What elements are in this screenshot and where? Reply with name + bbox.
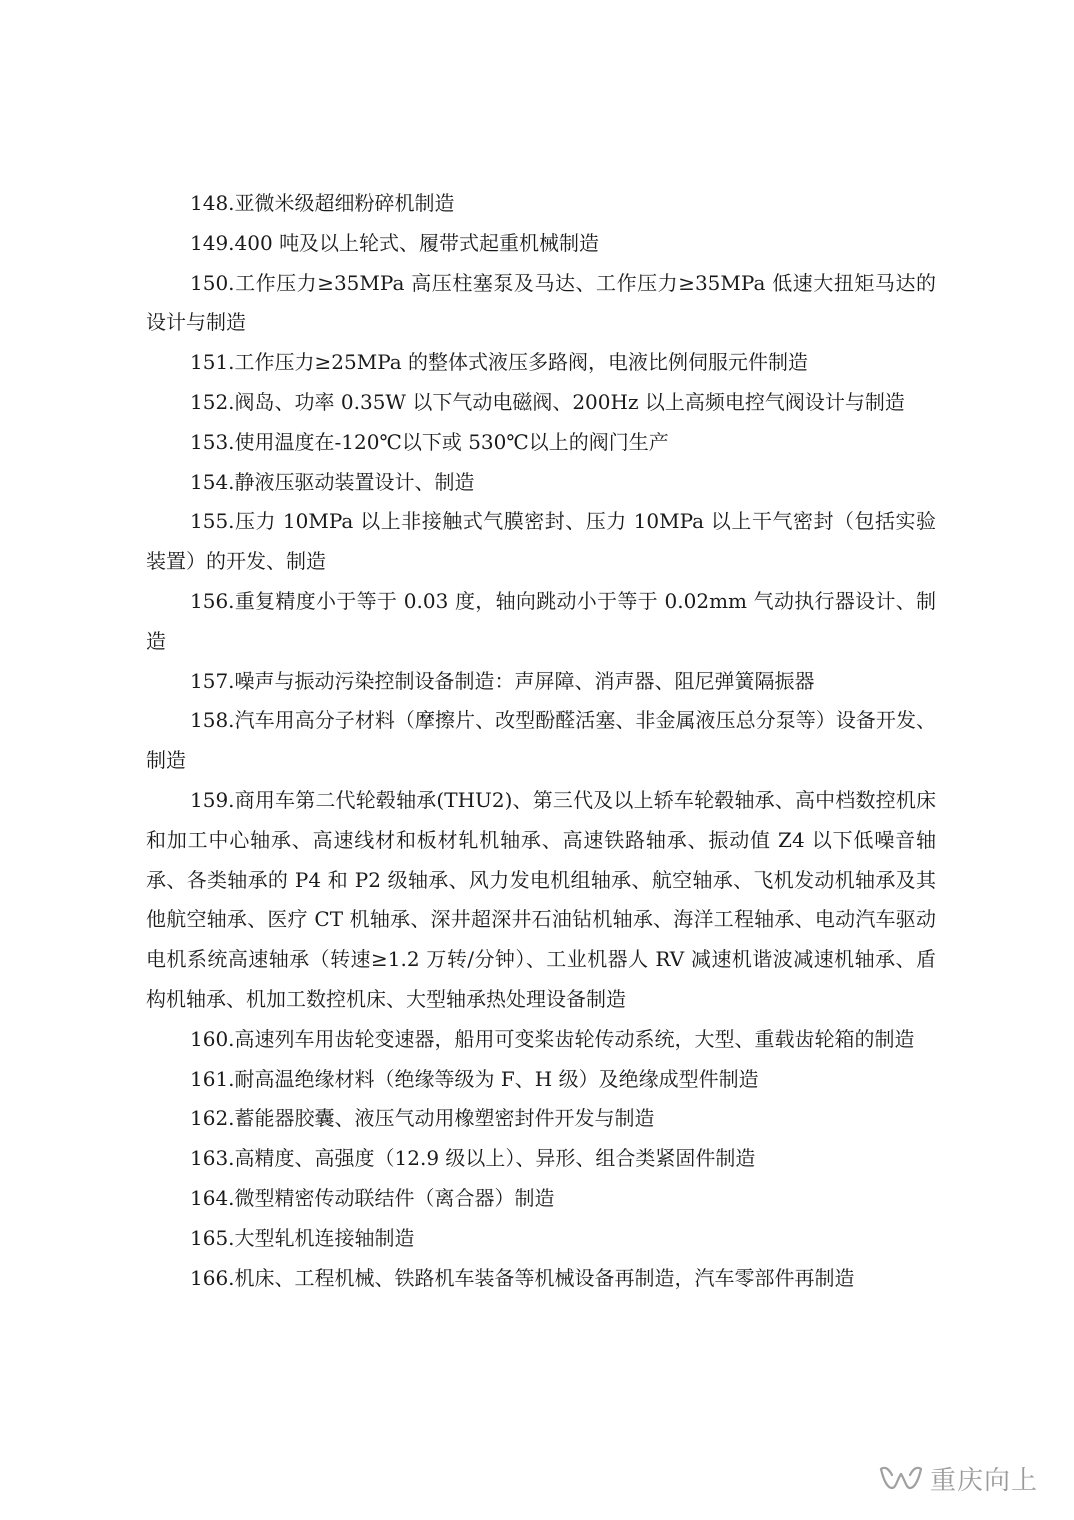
list-item: 164.微型精密传动联结件（离合器）制造: [190, 1185, 555, 1210]
document-body: [146, 184, 936, 1298]
list-item: 162.蓄能器胶囊、液压气动用橡塑密封件开发与制造: [190, 1106, 655, 1131]
list-item: 148.亚微米级超细粉碎机制造: [190, 191, 455, 215]
watermark: [878, 1458, 1048, 1498]
list-item: 158.汽车用高分子材料（摩擦片、改型酚醛活塞、非金属液压总分泵等）设备开发、制造: [146, 708, 936, 773]
list-item: 155.压力 10MPa 以上非接触式气膜密封、压力 10MPa 以上干气密封（包括实验装置）的开发、制造: [146, 509, 936, 574]
list-item: 157.噪声与振动污染控制设备制造：声屏障、消声器、阻尼弹簧隔振器: [190, 668, 815, 693]
list-item: 156.重复精度小于等于 0.03 度，轴向跳动小于等于 0.02mm 气动执行器设计、制造: [146, 588, 936, 653]
list-item: 149.400 吨及以上轮式、履带式起重机械制造: [190, 230, 600, 255]
list-item: 152.阀岛、功率 0.35W 以下气动电磁阀、200Hz 以上高频电控气阀设计与制造: [190, 389, 905, 414]
list-item: 154.静液压驱动装置设计、制造: [190, 469, 475, 494]
list-item: 165.大型轧机连接轴制造: [190, 1225, 415, 1250]
wechat-channel-icon: [878, 1460, 924, 1496]
list-item: 159.商用车第二代轮毂轴承(THU2)、第三代及以上轿车轮毂轴承、高中档数控机床和加工中心轴承、高速线材和板材轧机轴承、高速铁路轴承、振动值 Z4 以下低噪音轴承、各类轴承的 P4 和 P2 级轴承、风力发电机组轴承、航空轴承、飞机发动机轴承及其他航空轴承、医疗 CT 机轴承、深井超深井石油钻机轴承、海洋工程轴承、电动汽车驱动电机系统高速轴承（转速≥1.2 万转/分钟）、工业机器人 RV 减速机谐波减速机轴承、盾构机轴承、机加工数控机床、大型轴承热处理设备制造: [146, 787, 936, 1011]
list-item: 150.工作压力≥35MPa 高压柱塞泵及马达、工作压力≥35MPa 低速大扭矩马达的设计与制造: [146, 270, 936, 335]
list-item: 161.耐高温绝缘材料（绝缘等级为 F、H 级）及绝缘成型件制造: [190, 1066, 759, 1091]
list-item: 160.高速列车用齿轮变速器，船用可变桨齿轮传动系统，大型、重载齿轮箱的制造: [190, 1026, 915, 1051]
list-item: 166.机床、工程机械、铁路机车装备等机械设备再制造，汽车零部件再制造: [190, 1265, 855, 1290]
list-item: 151.工作压力≥25MPa 的整体式液压多路阀，电液比例伺服元件制造: [190, 350, 809, 375]
watermark-text: 重庆向上: [930, 1465, 1039, 1496]
list-item: 153.使用温度在-120℃以下或 530℃以上的阀门生产: [190, 429, 669, 454]
list-item: 163.高精度、高强度（12.9 级以上）、异形、组合类紧固件制造: [190, 1146, 756, 1171]
